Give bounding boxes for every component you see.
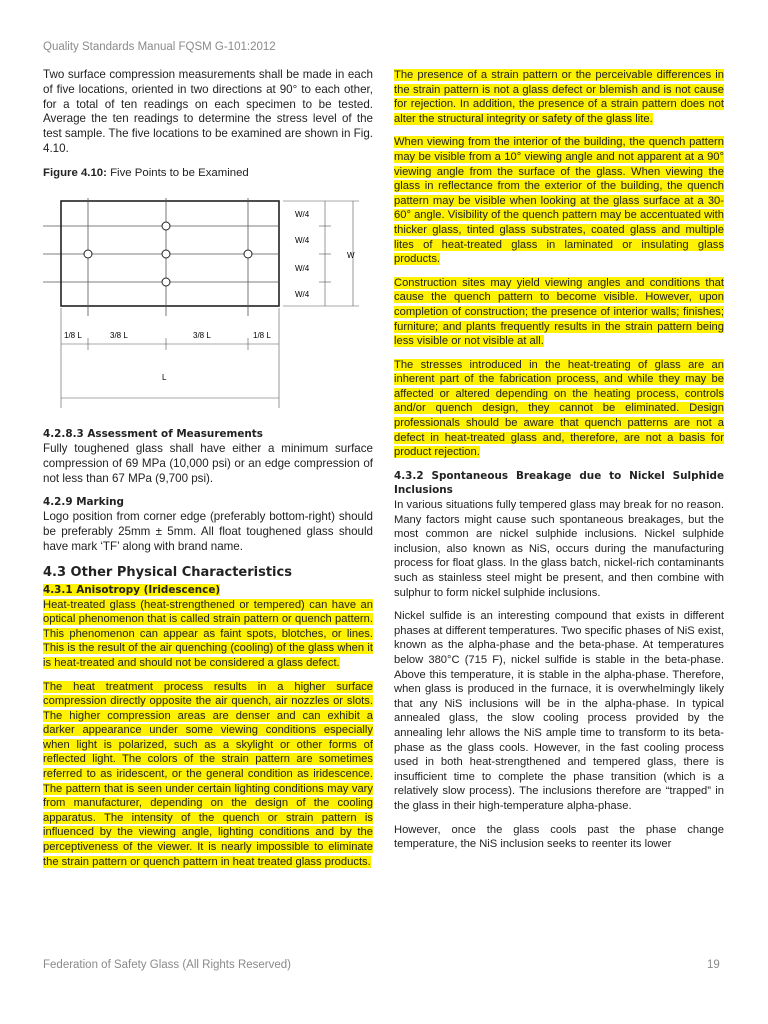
dim-w4-1: W/4 <box>295 210 310 220</box>
right-column <box>394 68 724 861</box>
intro-paragraph: Two surface compression measurements shall be made in each of five locations, oriented in two directions at 90° to each other, for a total of ten readings on each specimen to be tested. Average the ten readings to determine the stress level of the test sample. The five locations to be examined are shown in Fig. 4.10. <box>43 68 373 155</box>
section-431-p1-text: Heat-treated glass (heat-strengthened or tempered) can have an optical phenomenon that is called strain pattern or quench pattern. This phenomenon can appear as faint spots, blotches, or lines. This is the result of the air quenching (cooling) of the glass when it is heat-treated and should not be considered a glass defect. <box>43 598 373 669</box>
measurement-point <box>84 250 92 258</box>
section-432-p1: In various situations fully tempered glass may break for no reason. Many factors might cause such spontaneous breakages, but the most common are nickel sulphide inclusions. Nickel sulphide inclusion, also known as NiS, occurs during the manufacturing process for float glass. In the glass batch, nickel-rich contaminants such as stainless steel might be present, and then combine with sulphur to form nickel sulphide inclusions. <box>394 499 724 599</box>
figure-title: Five Points to be Examined <box>106 166 249 179</box>
measurement-point <box>162 278 170 286</box>
dim-w4-4: W/4 <box>295 290 310 300</box>
dim-w4-2: W/4 <box>295 236 310 246</box>
dim-l38-left: 3/8 L <box>110 331 128 341</box>
document-header: Quality Standards Manual FQSM G-101:2012 <box>43 41 276 53</box>
right-p1-text: The presence of a strain pattern or the perceivable differences in the strain pattern is not a glass defect or blemish and is not cause for rejection. In addition, the presence of a strain pattern does not alter the structural integrity or safety of the glass lite. <box>394 69 724 125</box>
dim-w4-3: W/4 <box>295 264 310 274</box>
measurement-point <box>162 250 170 258</box>
dim-l38-right: 3/8 L <box>193 331 211 341</box>
figure-label: Figure 4.10: <box>43 166 107 179</box>
section-429-text: Logo position from corner edge (preferably bottom-right) should be preferably 25mm ± 5mm. All float toughened glass should have mark ‘TF’ along with brand name. <box>43 509 373 553</box>
section-43-heading: 4.3 Other Physical Characteristics <box>43 565 292 581</box>
dim-l: L <box>162 373 167 383</box>
right-p2 <box>394 135 724 266</box>
right-p3-text: Construction sites may yield viewing angles and conditions that cause the quench pattern to become visible. However, upon completion of construction; the presence of interior walls; finishes; furniture; and plants frequently results in the strain pattern being less visible or not visible at all. <box>394 276 724 348</box>
measurement-point <box>244 250 252 258</box>
page-number: 19 <box>707 959 720 971</box>
section-431-p2 <box>43 680 373 870</box>
section-432-p3: However, once the glass cools past the phase change temperature, the NiS inclusion seeks to reenter its lower <box>394 823 724 851</box>
section-432-p2: Nickel sulfide is an interesting compound that exists in different phases at different temperatures. Two specific phases of NiS exist, known as the alpha-phase and the beta-phase. At temperatures below 380°C (715 F), nickel sulfide is stable in the beta-phase. Above this temperature, it is stable in the alpha-phase. Therefore, when glass is produced in the furnace, it is overwhelmingly likely that any NiS inclusions will be in the alpha-phase. In typical annealed glass, the slow cooling process provided by the annealing lehr allows the NiS ample time to transform to its beta-phase as the glass cools. However, in the fast cooling process used in both heat-strengthened and tempered glass, there is insufficient time to complete the phase transition (which is a relatively slow process). The inclusions therefore are “trapped” in the glass in their high-temperature alpha-phase. <box>394 610 724 812</box>
dim-w: W <box>347 251 355 261</box>
section-431-p1 <box>43 598 373 671</box>
right-p2-text: When viewing from the interior of the building, the quench pattern may be visible from a 10° viewing angle and not apparent at a 90° viewing angle from the surface of the glass. When viewing the glass in reflectance from the exterior of the building, the quench pattern may be visible when looking at the glass surface at a 30-60° angle. Visibility of the quench pattern may be accentuated with thicker glass, tinted glass substrates, coated glass and multiple lites of heat-treated glass in laminated or insulating glass products. <box>394 136 724 266</box>
measurement-point <box>162 222 170 230</box>
section-431-heading-text: 4.3.1 Anisotropy (Iridescence) <box>43 583 221 596</box>
five-points-diagram <box>43 188 373 423</box>
left-column <box>43 68 373 878</box>
section-431-p2-text: The heat treatment process results in a higher surface compression directly opposite the air quench, air nozzles or slots. The higher compression areas are denser and can exhibit a darker appearance under some viewing conditions especially when light is polarized, such as a skylight or other forms of reflected light. The colors of the strain pattern are sometimes referred to as iridescent, or the general condition as iridescence. The pattern that is seen under certain lighting conditions may vary from manufacturer, depending on the design of the cooling apparatus. The intensity of the quench or strain pattern is influenced by the viewing angle, lighting conditions and by the perceptiveness of the viewer. It is nearly impossible to eliminate the strain pattern or quench pattern in heat treated glass products. <box>43 680 373 868</box>
figure-caption <box>43 166 373 181</box>
section-432-heading: 4.3.2 Spontaneous Breakage due to Nickel Sulphide Inclusions <box>394 469 724 497</box>
section-429-heading: 4.2.9 Marking <box>43 496 124 509</box>
section-431-heading <box>43 583 373 598</box>
right-p1 <box>394 68 724 126</box>
right-p4 <box>394 358 724 460</box>
dim-l8-right: 1/8 L <box>253 331 271 341</box>
section-4283-text: Fully toughened glass shall have either a minimum surface compression of 69 MPa (10,000 psi) or an edge compression of not less than 67 MPa (9,700 psi). <box>43 441 373 485</box>
document-footer: Federation of Safety Glass (All Rights Reserved) <box>43 959 291 971</box>
section-4283-heading: 4.2.8.3 Assessment of Measurements <box>43 428 263 441</box>
dim-l8-left: 1/8 L <box>64 331 82 341</box>
right-p4-text: The stresses introduced in the heat-treating of glass are an inherent part of the fabrication process, and while they may be affected or altered depending on the heating process, controls and/or quench design, they cannot be eliminated. Design professionals should be aware that quench patterns are not a defect in heat-treated glass and, therefore, are not a basis for product rejection. <box>394 358 724 459</box>
right-p3 <box>394 276 724 349</box>
